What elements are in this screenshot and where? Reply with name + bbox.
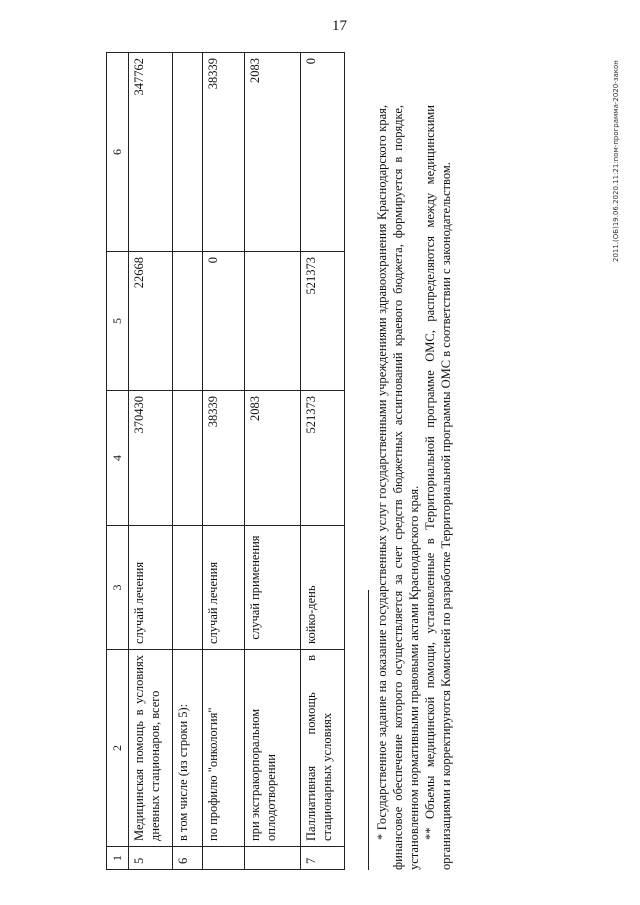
row-name: Медицинская помощь в условиях дневных стационаров, всего (129, 650, 173, 847)
footnote-divider (368, 590, 369, 870)
row-name: в том числе (из строки 5): (173, 650, 203, 847)
row-number (203, 847, 245, 870)
row-value-5: 521373 (301, 252, 345, 391)
row-value-6: 347762 (129, 53, 173, 252)
footnotes (374, 105, 454, 870)
header-cell: 2 (107, 650, 129, 847)
row-unit: случай лечения (203, 526, 245, 650)
row-value-6: 2083 (245, 53, 301, 252)
header-cell: 6 (107, 53, 129, 252)
page-number: 17 (332, 18, 347, 34)
table-row (301, 53, 345, 870)
row-value-4: 521373 (301, 391, 345, 526)
table-row (129, 53, 173, 870)
table-header-row (107, 53, 129, 870)
row-name: при экстракорпоральном оплодотворении (245, 650, 301, 847)
row-unit: случай лечения (129, 526, 173, 650)
row-value-6: 0 (301, 53, 345, 252)
row-unit: случай применения (245, 526, 301, 650)
row-value-5: 22668 (129, 252, 173, 391)
header-cell: 5 (107, 252, 129, 391)
row-number (245, 847, 301, 870)
footnote-2: ** Объемы медицинской помощи, установленные в Территориальной программе ОМС, распределяются между медицинскими организациями и корректируются Комиссией по разработке Территориальной программы ОМС в соответствии с законодательством. (423, 105, 453, 870)
row-value-5: 0 (203, 252, 245, 391)
rotated-content (106, 40, 501, 870)
row-unit: койко-день (301, 526, 345, 650)
row-value-6 (173, 53, 203, 252)
header-cell: 4 (107, 391, 129, 526)
row-number: 6 (173, 847, 203, 870)
row-value-4: 2083 (245, 391, 301, 526)
table-row (203, 53, 245, 870)
row-number: 5 (129, 847, 173, 870)
row-name: по профилю "онкология" (203, 650, 245, 847)
row-value-4: 38339 (203, 391, 245, 526)
header-cell: 1 (107, 847, 129, 870)
row-unit (173, 526, 203, 650)
row-name: Паллиативная помощь в стационарных условиях (301, 650, 345, 847)
header-cell: 3 (107, 526, 129, 650)
footnote-1: * Государственное задание на оказание государственных услуг государственными учреждениями здравоохранения Краснодарского края, финансовое обеспечение которого осуществляется за счет средств бюджетных ассигнований краевого бюджета, формируется в порядке, установленном нормативными правовыми актами Краснодарского края. (375, 105, 421, 870)
table-row (173, 53, 203, 870)
row-value-5 (173, 252, 203, 391)
document-stamp-text: 2011.(ОБ)19.06.2020.11:21:пом-программа-2020-закон (612, 60, 620, 262)
row-value-4: 370430 (129, 391, 173, 526)
row-value-5 (245, 252, 301, 391)
row-value-6: 38339 (203, 53, 245, 252)
row-value-4 (173, 391, 203, 526)
row-number: 7 (301, 847, 345, 870)
table-row (245, 53, 301, 870)
volume-table (106, 52, 345, 870)
